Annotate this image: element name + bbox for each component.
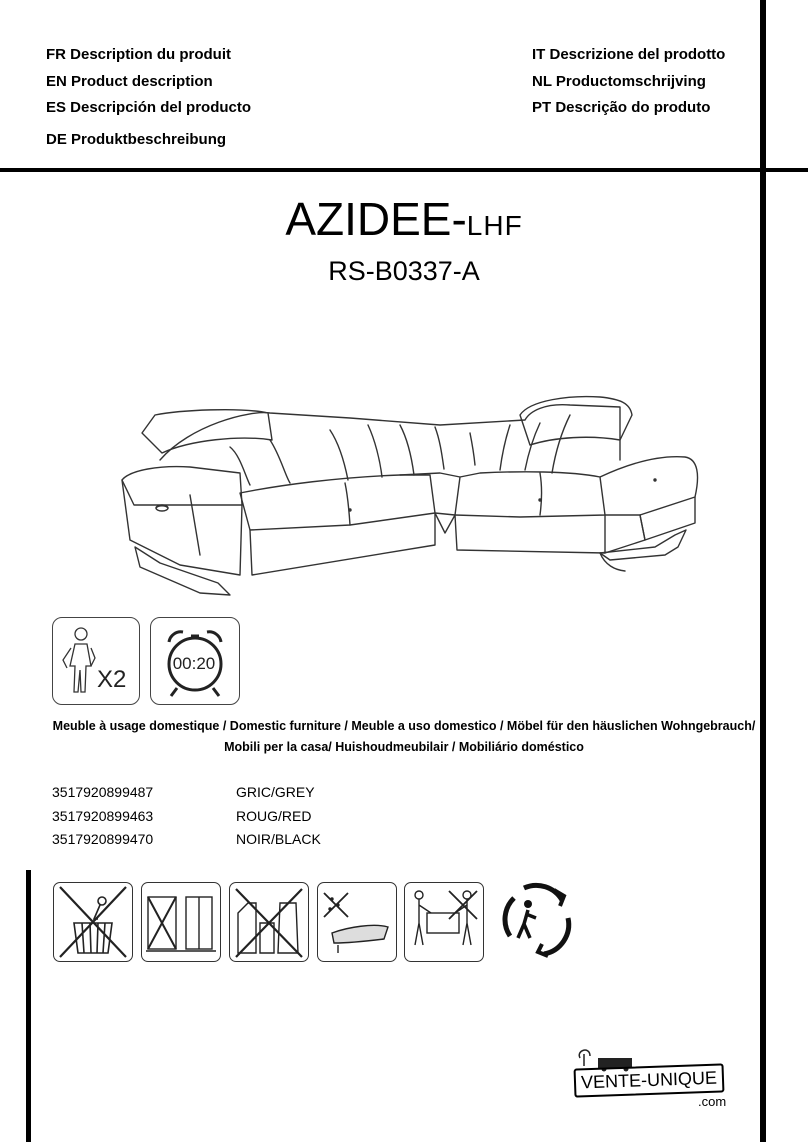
header-line-en: EN Product description: [46, 73, 213, 90]
brand-name[interactable]: VENTE-UNIQUE: [574, 1063, 725, 1097]
no-chemicals-panel: [229, 882, 309, 962]
right-border: [760, 0, 766, 1142]
variant-color: GRIC/GREY: [236, 784, 315, 800]
usage-line-2: Mobili per la casa/ Huishoudmeubilair / Mobiliário doméstico: [224, 740, 584, 754]
header-divider: [0, 168, 808, 172]
variant-color: NOIR/BLACK: [236, 831, 321, 847]
no-trash-icon: [54, 883, 132, 961]
product-name: AZIDEE-: [285, 193, 467, 245]
sofa-illustration: [100, 385, 700, 610]
variant-code: 3517920899470: [52, 831, 154, 847]
no-trash-panel: [53, 882, 133, 962]
variant-code: 3517920899463: [52, 808, 154, 824]
no-stacking-icon: [142, 883, 220, 961]
triman-panel: [494, 878, 578, 962]
header-line-nl: NL Productomschrijving: [532, 73, 706, 90]
header-line-es: ES Descripción del producto: [46, 99, 252, 116]
brand-domain: .com: [698, 1094, 727, 1109]
no-chemicals-icon: [230, 883, 308, 961]
assembly-persons-panel: [52, 617, 140, 705]
header-line-de: DE Produktbeschreibung: [46, 131, 227, 148]
product-title: [0, 192, 808, 246]
variant-code: 3517920899487: [52, 784, 154, 800]
header-line-pt: PT Descrição do produto: [532, 99, 711, 116]
header-line-it: IT Descrizione del prodotto: [532, 46, 726, 63]
no-stack-panel: [141, 882, 221, 962]
header-line-fr: FR Description du produit: [46, 46, 231, 63]
assembly-time: 00:20: [172, 654, 216, 673]
variant-color: ROUG/RED: [236, 808, 312, 824]
two-person-lift-icon: [405, 883, 483, 961]
persons-count: X2: [97, 666, 127, 693]
left-border-accent: [26, 870, 31, 1142]
cleaning-panel: [317, 882, 397, 962]
product-name-suffix: LHF: [466, 210, 523, 241]
product-model: RS-B0337-A: [328, 256, 480, 286]
recycling-triman-icon: [494, 878, 578, 962]
usage-line-1: Meuble à usage domestique / Domestic furniture / Meuble a uso domestico / Möbel für den häuslichen Wohngebrauch/: [52, 719, 756, 733]
two-person-lift-panel: [404, 882, 484, 962]
damp-cloth-icon: [318, 883, 396, 961]
